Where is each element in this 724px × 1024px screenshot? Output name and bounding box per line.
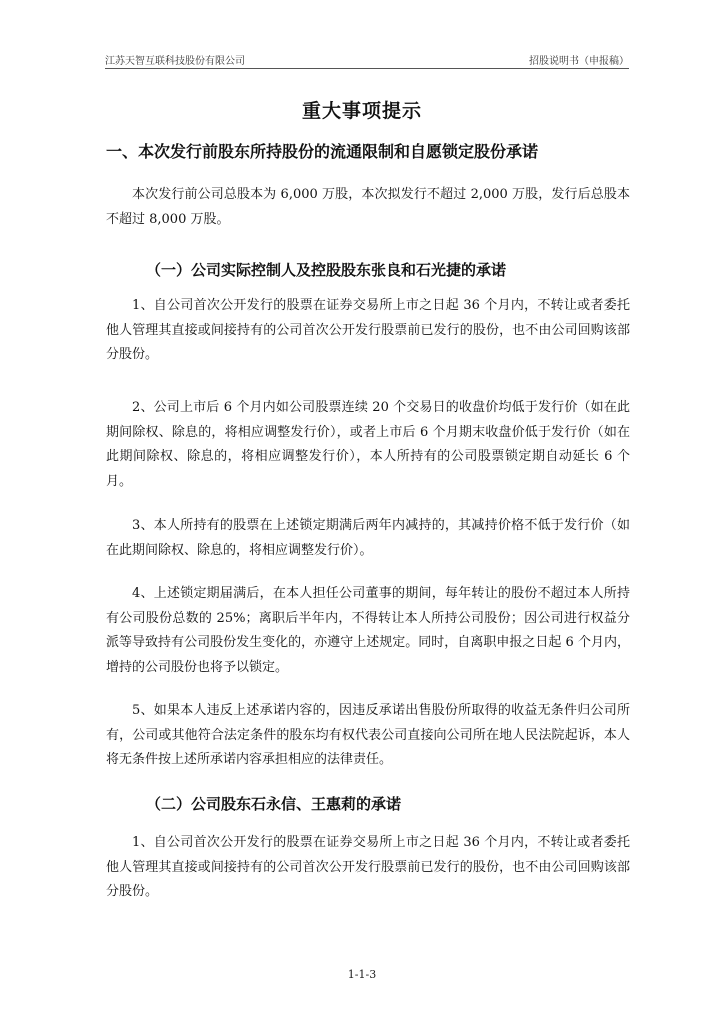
page-header — [105, 52, 629, 69]
page-title: 重大事项提示 — [301, 100, 422, 122]
commitment-paragraph: 1、自公司首次公开发行的股票在证券交易所上市之日起 36 个月内，不转让或者委托他人管理其直接或间接持有的公司首次公开发行股票前已发行的股份，也不由公司回购该部分股份。 — [106, 835, 630, 899]
page-number: 1-1-3 — [347, 968, 377, 981]
subsection-heading-2: （二）公司股东石永信、王惠莉的承诺 — [146, 795, 402, 813]
subsection-heading-1: （一）公司实际控制人及控股股东张良和石光捷的承诺 — [146, 261, 507, 279]
commitment-paragraph: 4、上述锁定期届满后，在本人担任公司董事的期间，每年转让的股份不超过本人所持有公司股份总数的 25%；离职后半年内，不得转让本人所持公司股份；因公司进行权益分派等导致持有公司股份发生变化的，亦遵守上述规定。同时，自离职申报之日起 6 个月内，增持的公司股份也将予以锁定。 — [106, 586, 630, 675]
header-company: 江苏天智互联科技股份有限公司 — [105, 56, 245, 67]
intro-paragraph: 本次发行前公司总股本为 6,000 万股，本次拟发行不超过 2,000 万股，发行后总股本不超过 8,000 万股。 — [106, 187, 630, 227]
commitment-paragraph: 1、自公司首次公开发行的股票在证券交易所上市之日起 36 个月内，不转让或者委托他人管理其直接或间接持有的公司首次公开发行股票前已发行的股份，也不由公司回购该部分股份。 — [106, 298, 630, 362]
commitment-paragraph: 2、公司上市后 6 个月内如公司股票连续 20 个交易日的收盘价均低于发行价（如在此期间除权、除息的，将相应调整发行价），或者上市后 6 个月期末收盘价低于发行价（如在此期间除权、除息的，将相应调整发行价），本人所持有的公司股票锁定期自动延长 6 个月。 — [106, 400, 630, 489]
header-doc-type: 招股说明书（申报稿） — [529, 56, 629, 67]
section-heading: 一、本次发行前股东所持股份的流通限制和自愿锁定股份承诺 — [106, 142, 539, 161]
commitment-paragraph: 5、如果本人违反上述承诺内容的，因违反承诺出售股份所取得的收益无条件归公司所有，公司或其他符合法定条件的股东均有权代表公司直接向公司所在地人民法院起诉，本人将无条件按上述所承诺内容承担相应的法律责任。 — [106, 703, 630, 767]
commitment-paragraph: 3、本人所持有的股票在上述锁定期满后两年内减持的，其减持价格不低于发行价（如在此期间除权、除息的，将相应调整发行价）。 — [106, 518, 630, 558]
